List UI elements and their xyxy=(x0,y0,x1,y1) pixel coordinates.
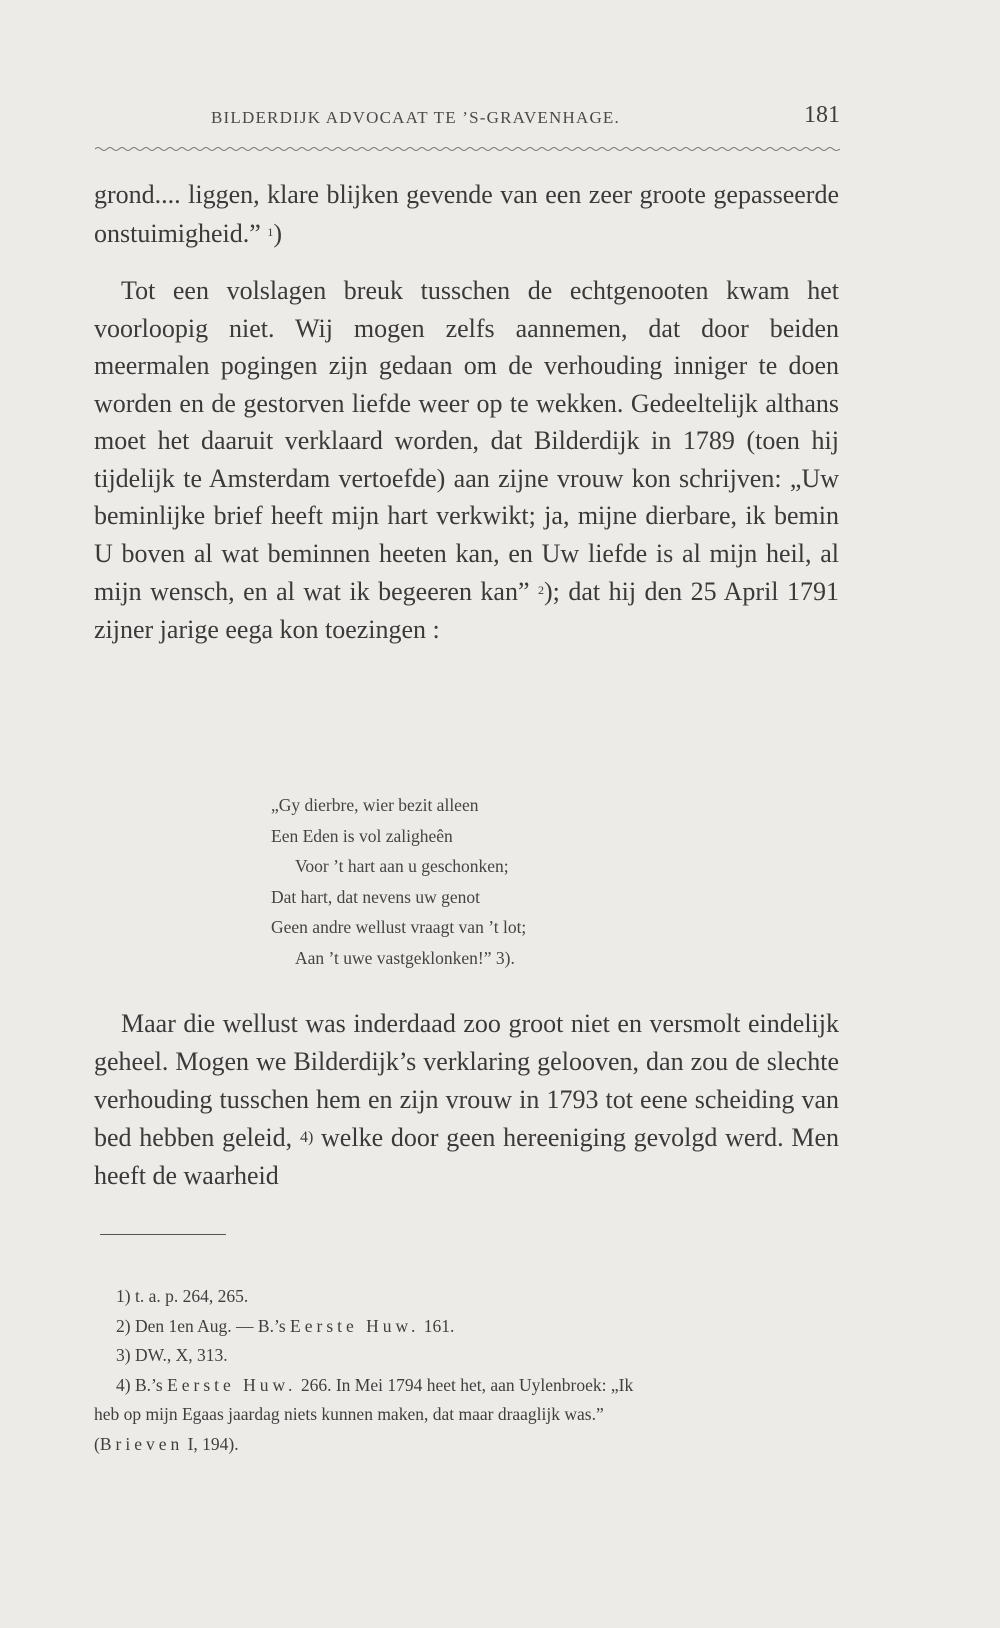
paragraph-2-text-b: ; dat hij den 25 April 1791 zijner jarige eega kon toezingen : xyxy=(94,577,839,644)
footnote-3: 3) DW., X, 313. xyxy=(116,1345,228,1365)
page-header xyxy=(95,100,840,140)
footnote-separator xyxy=(100,1234,226,1235)
running-head: BILDERDIJK ADVOCAAT TE ’S-GRAVENHAGE. xyxy=(211,108,620,127)
footnote-4 xyxy=(94,1371,839,1401)
paragraph-1: grond.... liggen, klare blijken gevende van een zeer groote gepasseerde onstuimigheid.” $^1$) xyxy=(94,180,839,248)
footnote-1: 1) t. a. p. 264, 265. xyxy=(116,1286,249,1306)
poem-quotation xyxy=(271,790,526,973)
footnote-4-text-b: 266. In Mei 1794 heet het, aan Uylenbroek: „Ik xyxy=(300,1374,634,1395)
poem-line-5: Geen andre wellust vraagt van ’t lot; xyxy=(271,917,527,937)
footnote-4-line-3 xyxy=(94,1430,839,1460)
paragraph-1-text: grond.... liggen, klare blijken gevende van een zeer groote gepasseerde onstuimigheid.” xyxy=(94,180,839,248)
paragraph-2-text-a: Tot een volslagen breuk tusschen de echtgenooten kwam het voorloopig niet. Wij mogen zelfs aannemen, dat door beiden meermalen pogingen zijn gedaan om de verhouding inniger te doen worden en de gestorven liefde weer op te wekken. Gedeeltelijk althans moet het daaruit verklaard worden, dat Bilderdijk in 1789 (toen hij tijdelijk te Amsterdam vertoefde) aan zijne vrouw kon schrijven: „Uw beminlijke brief heeft mijn hart verkwikt; ja, mijne dierbare, ik bemin U boven al wat beminnen heeten kan, en Uw liefde is al mijn heil, al mijn wensch, en al wat ik begeeren kan” xyxy=(94,276,839,606)
footnote-2-text-a: 2) Den 1en Aug. — B.’s xyxy=(116,1315,286,1336)
footnotes xyxy=(94,1282,839,1459)
footnote-4-title: Eerste Huw. xyxy=(167,1374,297,1395)
page-number: 181 xyxy=(804,102,840,128)
footnote-2 xyxy=(94,1312,839,1342)
paragraph-3-text-b: welke door geen hereeniging gevolgd werd. Men heeft de waarheid xyxy=(94,1123,840,1190)
poem-line-2: Een Eden is vol zaligheên xyxy=(271,825,453,846)
footnote-2-title: Eerste Huw. xyxy=(290,1315,420,1336)
footnote-4-line-2: heb op mijn Egaas jaardag niets kunnen maken, dat maar draaglijk was.” xyxy=(94,1404,604,1424)
body-text xyxy=(94,176,839,648)
paragraph-3-text-a: Maar die wellust was inderdaad zoo groot niet en versmolt eindelijk geheel. Mogen we Bilderdijk’s verklaring gelooven, dan zou de slechte verhouding tusschen hem en zijn vrouw in 1793 tot eene scheiding van bed hebben geleid, xyxy=(94,1009,839,1152)
footnote-4-brieven: Brieven xyxy=(99,1433,184,1454)
paragraph-2: Tot een volslagen breuk tusschen de echtgenooten kwam het voorloopig niet. Wij mogen zelfs aannemen, dat door beiden meermalen pogingen zijn gedaan om de verhouding inniger te doen worden en de gestorven liefde weer op te wekken. Gedeeltelijk althans moet het daaruit verklaard worden, dat Bilderdijk in 1789 (toen hij tijdelijk te Amsterdam vertoefde) aan zijne vrouw kon schrijven: „Uw beminlijke brief heeft mijn hart verkwikt; ja, mijne dierbare, ik bemin U boven al wat beminnen heeten kan, en Uw liefde is al mijn heil, al mijn wensch, en al wat ik begeeren kan” $^2$); dat hij den 25 April 1791 zijner jarige eega kon toezingen : xyxy=(94,276,839,644)
footnote-2-text-b: 161. xyxy=(423,1315,455,1336)
paragraph-3 xyxy=(94,1005,839,1195)
footnote-ref-4: 4) xyxy=(299,1129,314,1146)
footnote-4-citation: I, 194). xyxy=(183,1433,239,1454)
poem-line-6: Aan ’t uwe vastgeklonken!” 3). xyxy=(295,947,515,968)
footnote-4-paren: ( xyxy=(94,1433,100,1454)
footnote-ref-1: 1 xyxy=(267,224,274,239)
footnote-4-text-a: 4) B.’s xyxy=(116,1374,163,1395)
footnote-ref-2: 2 xyxy=(538,583,544,597)
closing-paragraph xyxy=(94,1005,839,1195)
header-ornament-rule xyxy=(95,146,840,152)
poem-line-4: Dat hart, dat nevens uw genot xyxy=(271,886,480,907)
poem-line-3: Voor ’t hart aan u geschonken; xyxy=(295,856,509,876)
poem-line-1: „Gy dierbre, wier bezit alleen xyxy=(271,795,479,815)
